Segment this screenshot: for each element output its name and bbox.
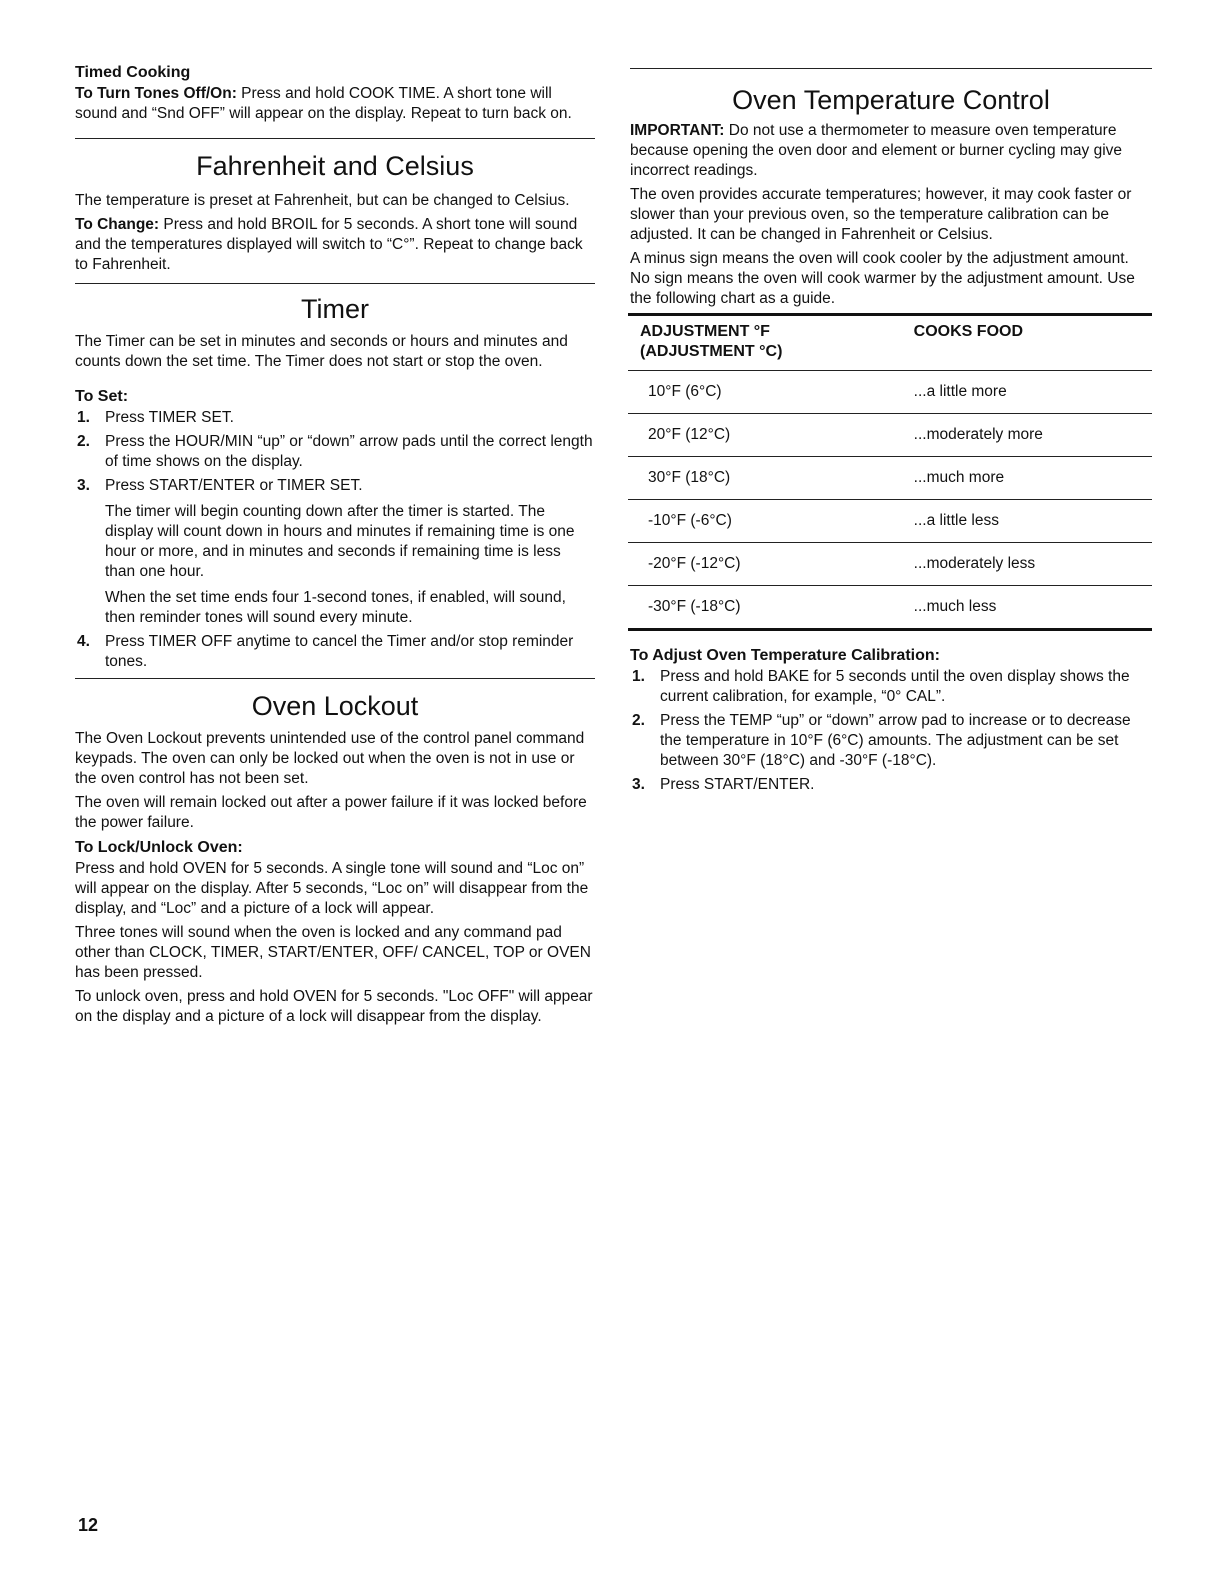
step-number: 2. [77, 433, 90, 450]
adj-cell: 30°F (18°C) [628, 457, 902, 500]
table-row [628, 414, 1152, 457]
list-item [75, 408, 595, 428]
lockout-p1: The Oven Lockout prevents unintended use of the control panel command keypads. The oven can only be locked out when the oven is not in use or the oven control has not been set. [75, 730, 585, 787]
lockout-section [75, 689, 595, 1027]
oven-temp-title: Oven Temperature Control [732, 85, 1050, 115]
change-text: Press and hold BROIL for 5 seconds. A short tone will sound and the temperatures displayed will switch to “C°”. Repeat to change back to Fahrenheit. [75, 216, 583, 273]
list-item [75, 632, 595, 672]
list-item [630, 711, 1152, 771]
table-bottom-rule [628, 630, 1152, 632]
header-line: (ADJUSTMENT °C) [640, 343, 783, 360]
timer-section [75, 292, 595, 672]
divider [75, 283, 595, 284]
step-text: Press START/ENTER or TIMER SET. [105, 477, 363, 494]
page-number: 12 [78, 1515, 99, 1535]
step-note: The timer will begin counting down after the timer is started. The display will count down in hours and minutes if remaining time is one hour or more, and in minutes and seconds if remaining time is less than one hour. [105, 503, 575, 580]
divider [75, 138, 595, 139]
right-column [630, 68, 1152, 799]
table-row [628, 371, 1152, 414]
adjustment-table [628, 313, 1152, 631]
step-text: Press the HOUR/MIN “up” or “down” arrow pads until the correct length of time shows on the display. [105, 433, 593, 470]
adj-cell: -30°F (-18°C) [628, 586, 902, 630]
change-label: To Change: [75, 216, 160, 233]
list-item [630, 667, 1152, 707]
lockout-p4: Three tones will sound when the oven is locked and any command pad other than CLOCK, TIMER, START/ENTER, OFF/ CANCEL, TOP or OVEN has been pressed. [75, 924, 591, 981]
timer-intro: The Timer can be set in minutes and seconds or hours and minutes and counts down the set time. The Timer does not start or stop the oven. [75, 333, 568, 370]
timed-cooking-section [75, 62, 595, 124]
table-row [628, 457, 1152, 500]
calibration-paragraph: The oven provides accurate temperatures; however, it may cook faster or slower than your previous oven, so the temperature calibration can be adjusted. It can be changed in Fahrenheit or Celsius. [630, 186, 1132, 243]
timed-cooking-heading: Timed Cooking [75, 64, 191, 81]
tones-text: Press and hold COOK TIME. A short tone will sound and “Snd OFF” will appear on the display. Repeat to turn back on. [75, 85, 572, 122]
step-note: When the set time ends four 1-second tones, if enabled, will sound, then reminder tones will sound every minute. [105, 589, 566, 626]
table-row [628, 586, 1152, 630]
table-header-row [628, 315, 1152, 371]
cooks-cell: ...a little more [902, 371, 1152, 414]
lockout-title: Oven Lockout [251, 691, 419, 721]
divider [75, 678, 595, 679]
list-item [630, 775, 1152, 795]
timer-steps [75, 408, 595, 672]
step-number: 4. [77, 633, 90, 650]
step-text: Press START/ENTER. [660, 776, 815, 793]
adjust-calibration-heading: To Adjust Oven Temperature Calibration: [630, 647, 940, 664]
table-row [628, 543, 1152, 586]
table-row [628, 500, 1152, 543]
change-paragraph [75, 215, 595, 275]
step-number: 3. [632, 776, 645, 793]
step-number: 1. [77, 409, 90, 426]
lockout-p5: To unlock oven, press and hold OVEN for 5 seconds. "Loc OFF" will appear on the display and a picture of a lock will disappear from the display. [75, 988, 593, 1025]
col-adjustment-header [628, 315, 902, 371]
minus-sign-paragraph: A minus sign means the oven will cook cooler by the adjustment amount. No sign means the oven will cook warmer by the adjustment amount. Use the following chart as a guide. [630, 250, 1135, 307]
adj-cell: 20°F (12°C) [628, 414, 902, 457]
step-text: Press TIMER SET. [105, 409, 234, 426]
step-text: Press TIMER OFF anytime to cancel the Timer and/or stop reminder tones. [105, 633, 574, 670]
cooks-cell: ...much more [902, 457, 1152, 500]
header-line: ADJUSTMENT °F [640, 323, 770, 340]
fahrenheit-title: Fahrenheit and Celsius [196, 151, 474, 181]
cooks-cell: ...a little less [902, 500, 1152, 543]
to-set-heading: To Set: [75, 388, 129, 405]
step-number: 1. [632, 668, 645, 685]
col-cooks-header: COOKS FOOD [913, 323, 1024, 340]
step-text: Press and hold BAKE for 5 seconds until the oven display shows the current calibration, for example, “0° CAL”. [660, 668, 1130, 705]
lock-unlock-heading: To Lock/Unlock Oven: [75, 839, 243, 856]
tones-label: To Turn Tones Off/On: [75, 85, 237, 102]
tones-paragraph [75, 84, 595, 124]
step-text: Press the TEMP “up” or “down” arrow pad to increase or to decrease the temperature in 10°F (6°C) amounts. The adjustment can be set between 30°F (18°C) and -30°F (-18°C). [660, 712, 1131, 769]
important-paragraph [630, 121, 1152, 181]
adj-cell: 10°F (6°C) [628, 371, 902, 414]
divider [630, 68, 1152, 69]
step-number: 3. [77, 477, 90, 494]
left-column [75, 62, 595, 1031]
list-item [75, 476, 595, 628]
adj-cell: -10°F (-6°C) [628, 500, 902, 543]
important-label: IMPORTANT: [630, 122, 725, 139]
lockout-p3: Press and hold OVEN for 5 seconds. A single tone will sound and “Loc on” will appear on the display. After 5 seconds, “Loc on” will disappear from the display, and “Loc” and a picture of a lock will appear. [75, 860, 589, 917]
cooks-cell: ...moderately less [902, 543, 1152, 586]
cooks-cell: ...much less [902, 586, 1152, 630]
list-item [75, 432, 595, 472]
step-number: 2. [632, 712, 645, 729]
fahrenheit-intro: The temperature is preset at Fahrenheit, but can be changed to Celsius. [75, 192, 570, 209]
adj-cell: -20°F (-12°C) [628, 543, 902, 586]
timer-title: Timer [301, 294, 369, 324]
fahrenheit-section [75, 149, 595, 275]
calibration-steps [630, 667, 1152, 795]
lockout-p2: The oven will remain locked out after a power failure if it was locked before the power failure. [75, 794, 587, 831]
cooks-cell: ...moderately more [902, 414, 1152, 457]
important-text: Do not use a thermometer to measure oven temperature because opening the oven door and element or burner cycling may give incorrect readings. [630, 122, 1123, 179]
